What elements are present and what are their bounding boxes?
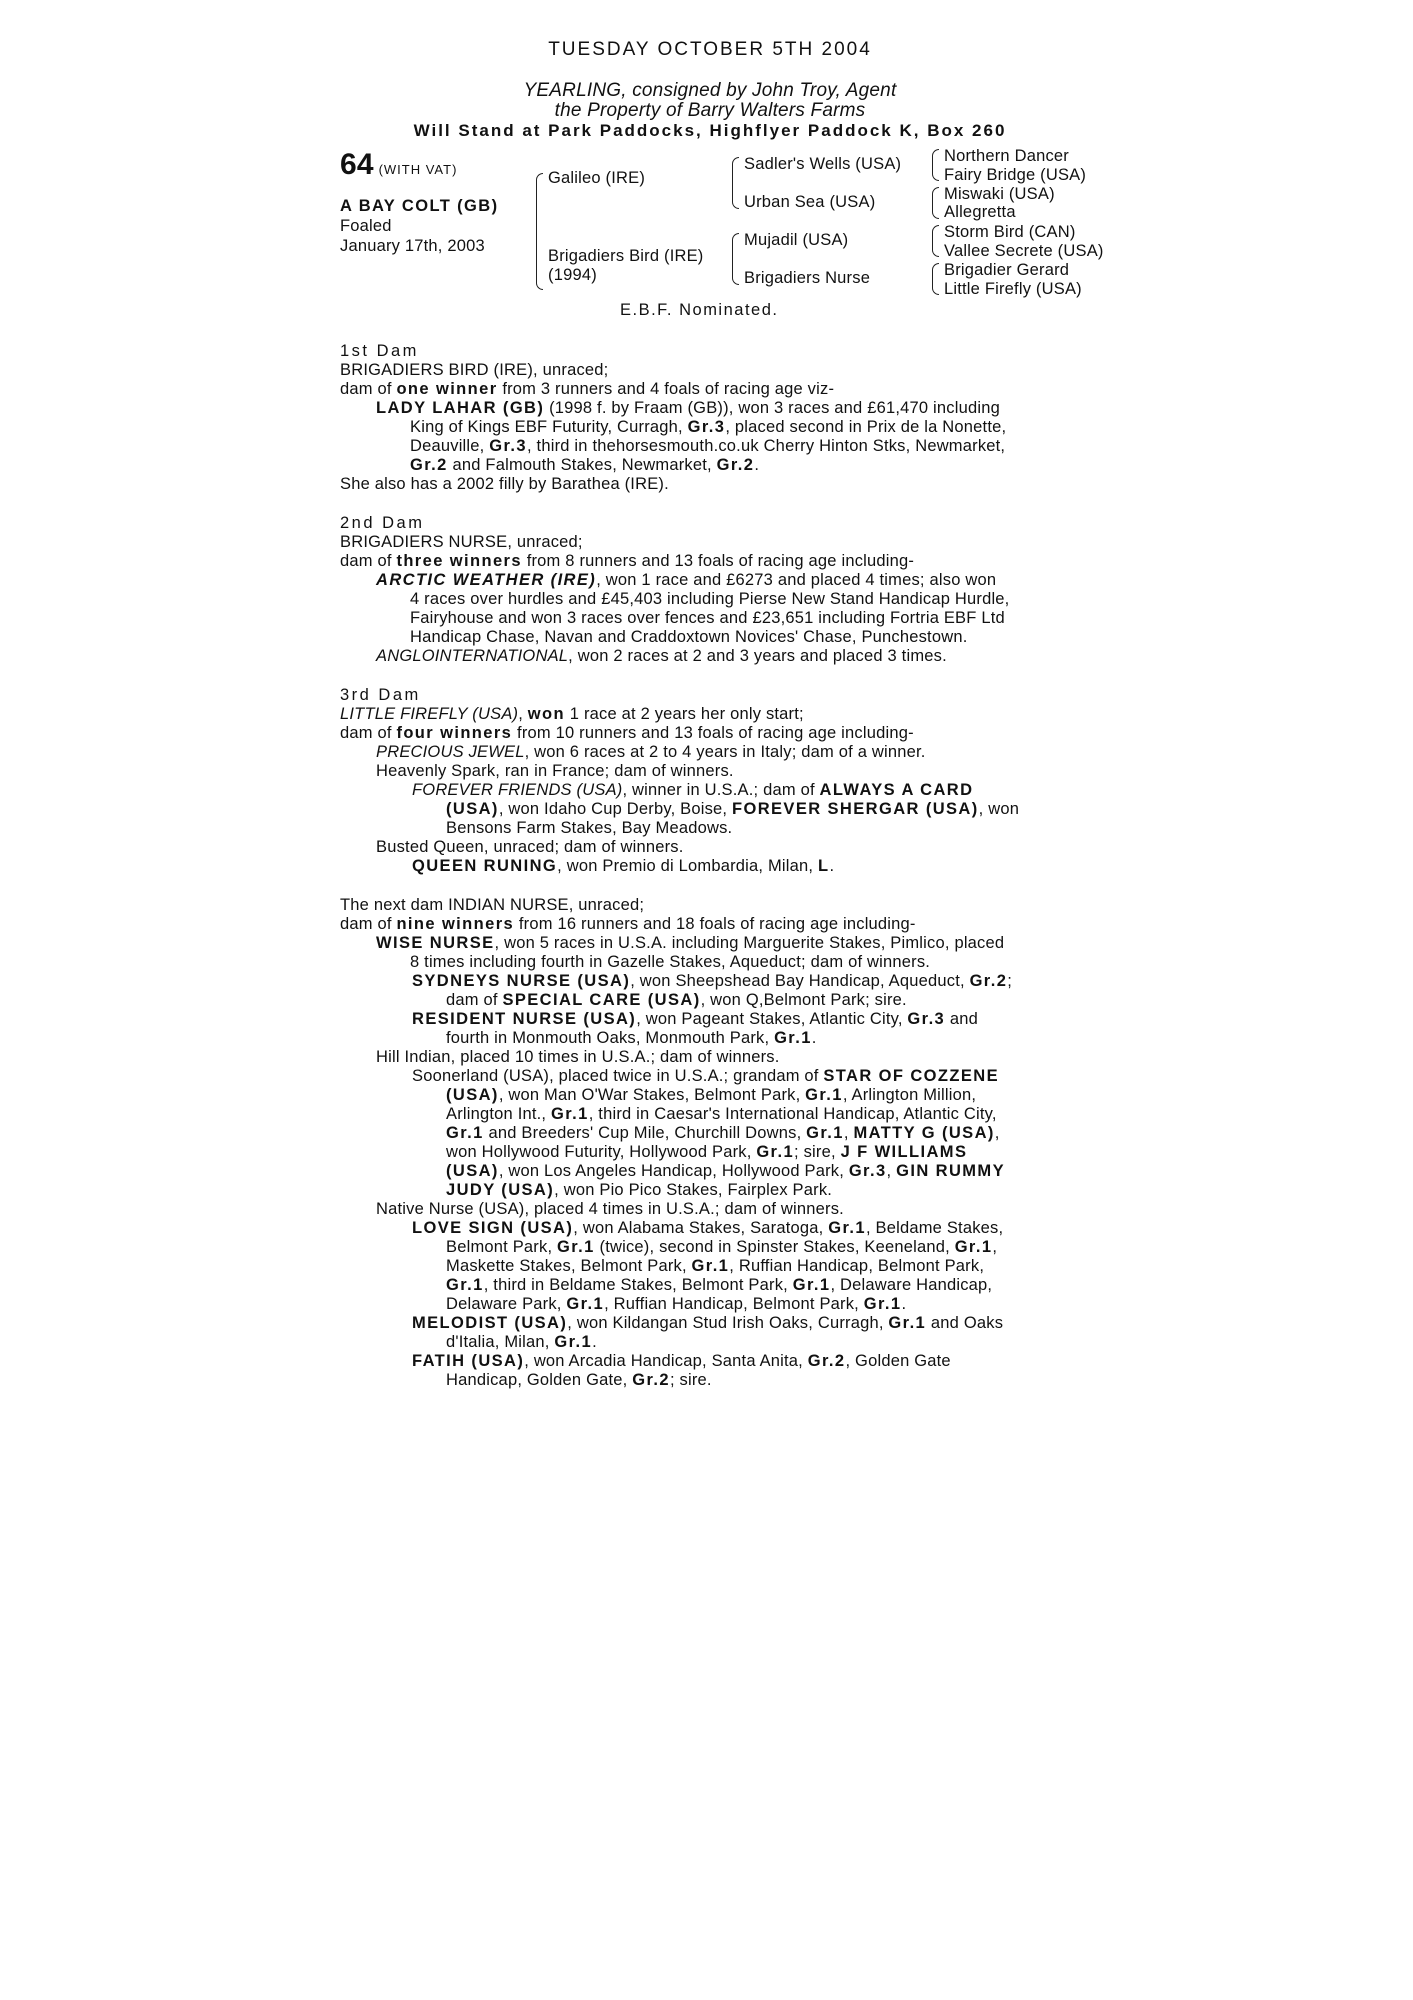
arctic-weather-entry: ARCTIC WEATHER (IRE), won 1 race and £6273 and placed 4 times; also won <box>376 571 997 589</box>
second-dam-heading: 2nd Dam <box>340 514 425 532</box>
next-dam-produce: dam of nine winners from 16 runners and 18 foals of racing age including- <box>340 915 916 933</box>
sale-date: TUESDAY OCTOBER 5TH 2004 <box>548 39 872 60</box>
pedigree-sire-dam: Urban Sea (USA) <box>744 193 876 211</box>
next-dam-line: The next dam INDIAN NURSE, unraced; <box>340 896 645 914</box>
pedigree-sds: Miswaki (USA) <box>944 185 1055 203</box>
pedigree-dam-sire: Mujadil (USA) <box>744 231 849 249</box>
lot-name: A BAY COLT (GB) <box>340 197 499 215</box>
sydneys-nurse-entry: SYDNEYS NURSE (USA), won Sheepshead Bay Handicap, Aqueduct, Gr.2; <box>412 972 1013 990</box>
dam-brace <box>732 233 739 285</box>
lot-number: 64 <box>340 148 374 181</box>
love-sign-entry: LOVE SIGN (USA), won Alabama Stakes, Saratoga, Gr.1, Beldame Stakes, <box>412 1219 1004 1237</box>
sd-brace <box>932 187 939 219</box>
dd-brace <box>932 263 939 295</box>
second-dam-section: 2nd Dam BRIGADIERS NURSE, unraced; dam of three winners from 8 runners and 13 foals of racing age including- ARCTIC WEATHER (IRE), won 1 race and £6273 and placed 4 times; also won 4 races over hurdles and £45,403 including Pierse New Stand Handicap Hurdle, Fairyhouse and won 3 races over fences and £23,651 including Fortria EBF Ltd Handicap Chase, Navan and Craddoxtown Novices' Chase, Punchestown. ANGLOINTERNATIONAL, won 2 races at 2 and 3 years and placed 3 times. <box>340 514 1080 666</box>
third-dam-produce: dam of four winners from 10 runners and 13 foals of racing age including- <box>340 724 914 742</box>
pedigree-dam-year: (1994) <box>548 266 597 284</box>
third-dam-heading: 3rd Dam <box>340 686 421 704</box>
sire-brace <box>732 157 739 209</box>
first-dam-also: She also has a 2002 filly by Barathea (IRE). <box>340 475 669 493</box>
melodist-entry: MELODIST (USA), won Kildangan Stud Irish Oaks, Curragh, Gr.1 and Oaks <box>412 1314 1004 1332</box>
anglointernational-entry: ANGLOINTERNATIONAL, won 2 races at 2 and 3 years and placed 3 times. <box>376 647 947 665</box>
pedigree-block <box>340 147 1104 320</box>
pedigree-dam-dam: Brigadiers Nurse <box>744 269 871 287</box>
pedigree-dss: Storm Bird (CAN) <box>944 223 1076 241</box>
pedigree-dds: Brigadier Gerard <box>944 261 1070 279</box>
pedigree-sss: Northern Dancer <box>944 147 1069 165</box>
heavenly-spark-entry: Heavenly Spark, ran in France; dam of winners. <box>376 762 734 780</box>
resident-nurse-entry: RESIDENT NURSE (USA), won Pageant Stakes, Atlantic City, Gr.3 and <box>412 1010 979 1028</box>
lady-lahar-entry: LADY LAHAR (GB) (1998 f. by Fraam (GB)), won 3 races and £61,470 including <box>376 399 1000 417</box>
first-dam-line: BRIGADIERS BIRD (IRE), unraced; <box>340 361 609 379</box>
vat-note: (WITH VAT) <box>378 162 458 177</box>
precious-jewel-entry: PRECIOUS JEWEL, won 6 races at 2 to 4 years in Italy; dam of a winner. <box>376 743 926 761</box>
hill-indian-entry: Hill Indian, placed 10 times in U.S.A.; dam of winners. <box>376 1048 780 1066</box>
second-dam-line: BRIGADIERS NURSE, unraced; <box>340 533 583 551</box>
first-dam-produce: dam of one winner from 3 runners and 4 foals of racing age viz- <box>340 380 835 398</box>
native-nurse-entry: Native Nurse (USA), placed 4 times in U.S.A.; dam of winners. <box>376 1200 844 1218</box>
foaled-label: Foaled <box>340 217 392 235</box>
first-dam-heading: 1st Dam <box>340 342 419 360</box>
fatih-entry: FATIH (USA), won Arcadia Handicap, Santa Anita, Gr.2, Golden Gate <box>412 1352 951 1370</box>
stabling-line: Will Stand at Park Paddocks, Highflyer Paddock K, Box 260 <box>413 121 1007 140</box>
third-dam-line: LITTLE FIREFLY (USA), won 1 race at 2 years her only start; <box>340 705 804 723</box>
pedigree-dam: Brigadiers Bird (IRE) <box>548 247 704 265</box>
first-dam-section: 1st Dam BRIGADIERS BIRD (IRE), unraced; dam of one winner from 3 runners and 4 foals of racing age viz- LADY LAHAR (GB) (1998 f. by Fraam (GB)), won 3 races and £61,470 including King of Kings EBF Futurity, Curragh, Gr.3, placed second in Prix de la Nonette, Deauville, Gr.3, third in thehorsesmouth.co.uk Cherry Hinton Stks, Newmarket, Gr.2 and Falmouth Stakes, Newmarket, Gr.2. She also has a 2002 filly by Barathea (IRE). <box>340 342 1080 494</box>
forever-friends-entry: FOREVER FRIENDS (USA), winner in U.S.A.; dam of ALWAYS A CARD <box>412 781 974 799</box>
queen-runing-entry: QUEEN RUNING, won Premio di Lombardia, Milan, L. <box>412 857 835 875</box>
pedigree-ssd: Fairy Bridge (USA) <box>944 166 1087 184</box>
ebf-nominated: E.B.F. Nominated. <box>620 301 779 319</box>
sire-dam-brace <box>536 173 543 290</box>
property-line: the Property of Barry Walters Farms <box>554 100 866 121</box>
busted-queen-entry: Busted Queen, unraced; dam of winners. <box>376 838 684 856</box>
next-dam-section: The next dam INDIAN NURSE, unraced; dam of nine winners from 16 runners and 18 foals of racing age including- WISE NURSE, won 5 races in U.S.A. including Marguerite Stakes, Pimlico, placed 8 times including fourth in Gazelle Stakes, Aqueduct; dam of winners. SYDNEYS NURSE (USA), won Sheepshead Bay Handicap, Aqueduct, Gr.2; dam of SPECIAL CARE (USA), won Q,Belmont Park; sire. RESIDENT NURSE (USA), won Pageant Stakes, Atlantic City, Gr.3 and fourth in Monmouth Oaks, Monmouth Park, Gr.1. Hill Indian, placed 10 times in U.S.A.; dam of winners. Soonerland (USA), placed twice in U.S.A.; grandam of STAR OF COZZENE (USA), won Man O'War Stakes, Belmont Park, Gr.1, Arlington Million, Arlington Int., Gr.1, third in Caesar's International Handicap, Atlantic City, Gr.1 and Breeders' Cup Mile, Churchill Downs, Gr.1, MATTY G (USA), won Hollywood Futurity, Hollywood Park, Gr.1; sire, J F WILLIAMS (USA), won Los Angeles Handicap, Hollywood Park, Gr.3, GIN RUMMY JUDY (USA), won Pio Pico Stakes, Fairplex Park. Native Nurse (USA), placed 4 times in U.S.A.; dam of winners. LOVE SIGN (USA), won Alabama Stakes, Saratoga, Gr.1, Beldame Stakes, Belmont Park, Gr.1 (twice), second in Spinster Stakes, Keeneland, Gr.1, Maskette Stakes, Belmont Park, Gr.1, Ruffian Handicap, Belmont Park, Gr.1, third in Beldame Stakes, Belmont Park, Gr.1, Delaware Handicap, Delaware Park, Gr.1, Ruffian Handicap, Belmont Park, Gr.1. MELODIST (USA), won Kildangan Stud Irish Oaks, Curragh, Gr.1 and Oaks d'Italia, Milan, Gr.1. FATIH (USA), won Arcadia Handicap, Santa Anita, Gr.2, Golden Gate Handicap, Golden Gate, Gr.2; sire. <box>340 896 1080 1390</box>
pedigree-sire-sire: Sadler's Wells (USA) <box>744 155 902 173</box>
foaling-date: January 17th, 2003 <box>340 237 485 255</box>
pedigree-ddd: Little Firefly (USA) <box>944 280 1082 298</box>
pedigree-sdd: Allegretta <box>944 203 1016 221</box>
pedigree-dsd: Vallee Secrete (USA) <box>944 242 1104 260</box>
catalogue-page <box>340 39 1104 1390</box>
ss-brace <box>932 149 939 181</box>
wise-nurse-entry: WISE NURSE, won 5 races in U.S.A. including Marguerite Stakes, Pimlico, placed <box>376 934 1005 952</box>
soonerland-entry: Soonerland (USA), placed twice in U.S.A.; grandam of STAR OF COZZENE <box>412 1067 999 1085</box>
ds-brace <box>932 225 939 257</box>
third-dam-section: 3rd Dam LITTLE FIREFLY (USA), won 1 race at 2 years her only start; dam of four winners from 10 runners and 13 foals of racing age including- PRECIOUS JEWEL, won 6 races at 2 to 4 years in Italy; dam of a winner. Heavenly Spark, ran in France; dam of winners. FOREVER FRIENDS (USA), winner in U.S.A.; dam of ALWAYS A CARD (USA), won Idaho Cup Derby, Boise, FOREVER SHERGAR (USA), won Bensons Farm Stakes, Bay Meadows. Busted Queen, unraced; dam of winners. QUEEN RUNING, won Premio di Lombardia, Milan, L. <box>340 686 1080 876</box>
pedigree-sire: Galileo (IRE) <box>548 169 646 187</box>
consignment-line: YEARLING, consigned by John Troy, Agent <box>523 80 897 101</box>
second-dam-produce: dam of three winners from 8 runners and 13 foals of racing age including- <box>340 552 915 570</box>
